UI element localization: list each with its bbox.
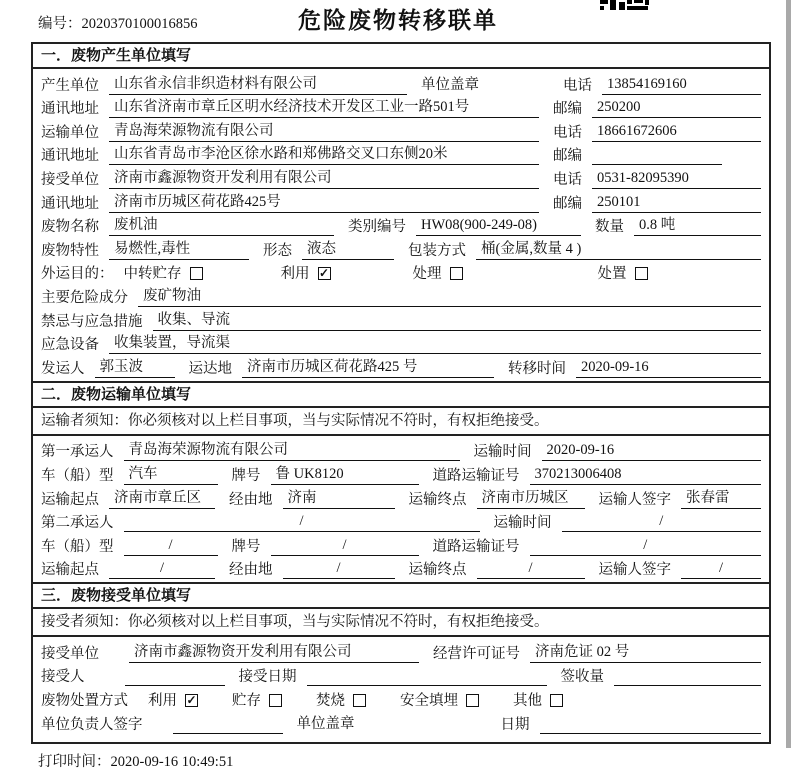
form-section — [33, 381, 769, 583]
checkbox-item — [316, 689, 366, 710]
field-value: 2020-09-16 — [576, 359, 761, 378]
checkbox-label: 安全填埋 — [400, 693, 458, 710]
field-label: 牌号 — [231, 467, 261, 484]
field-value: 250101 — [592, 194, 761, 213]
field-value: / — [124, 537, 218, 556]
checkbox-label: 中转贮存 — [123, 266, 182, 283]
page-edge-shadow — [786, 0, 791, 748]
form-row — [41, 236, 761, 260]
field-label: 主要危险成分 — [41, 289, 128, 306]
field-value: 易燃性,毒性 — [109, 237, 249, 260]
checkbox-label: 处置 — [597, 266, 627, 283]
section-rows — [33, 637, 769, 741]
form-row — [41, 142, 761, 166]
field-label: 签收量 — [560, 669, 604, 686]
field-label: 废物名称 — [41, 219, 99, 236]
field-value: 山东省永信非织造材料有限公司 — [109, 72, 407, 95]
field-label: 第一承运人 — [41, 444, 114, 461]
field-label: 接受日期 — [238, 669, 297, 686]
field-value: / — [283, 560, 395, 579]
field-value: 鲁 UK8120 — [271, 462, 419, 485]
form-row — [41, 165, 761, 189]
field-label: 类别编号 — [348, 219, 406, 236]
field-label: 运输终点 — [408, 562, 467, 579]
field-value: 250200 — [592, 99, 761, 118]
checkbox-item — [124, 262, 203, 283]
form-row — [41, 189, 761, 213]
field-label: 经由地 — [229, 491, 273, 508]
checkbox-item — [598, 262, 648, 283]
field-label: 运输单位 — [41, 124, 99, 141]
field-value: 收集、导流 — [153, 308, 762, 331]
form-row — [41, 509, 761, 533]
field-value: 370213006408 — [530, 466, 762, 485]
checkbox-item — [232, 689, 282, 710]
field-value — [173, 732, 283, 734]
checkbox-unchecked — [269, 694, 282, 707]
field-label: 运输时间 — [473, 444, 532, 461]
field-label: 单位负责人签字 — [41, 716, 143, 733]
field-label: 经营许可证号 — [433, 645, 520, 662]
field-label: 道路运输证号 — [432, 467, 520, 484]
field-value: / — [530, 537, 762, 556]
notice-text: 运输者须知：你必须核对以上栏目事项，当与实际情况不符时，有权拒绝接受。 — [33, 408, 769, 436]
form-row — [41, 354, 761, 378]
field-label: 通讯地址 — [41, 148, 99, 165]
field-label: 电话 — [563, 77, 592, 94]
field-value: / — [477, 560, 585, 579]
static-text: 单位盖章 — [296, 715, 355, 732]
field-value: 液态 — [302, 237, 394, 260]
field-value: 青岛海荣源物流有限公司 — [109, 119, 539, 142]
field-value: 济南市历城区荷花路425号 — [109, 190, 539, 213]
field-label: 车（船）型 — [41, 467, 114, 484]
form-row — [41, 283, 761, 307]
field-label: 应急设备 — [41, 337, 99, 354]
field-label: 电话 — [553, 124, 582, 141]
checkbox-unchecked — [466, 694, 479, 707]
field-value — [540, 732, 762, 734]
section-header: 二．废物运输单位填写 — [33, 381, 769, 408]
form-row — [41, 485, 761, 509]
field-label: 接受人 — [41, 669, 85, 686]
field-label: 运达地 — [188, 360, 232, 377]
field-value: 张春雷 — [681, 486, 761, 509]
form-row — [41, 639, 761, 663]
field-value — [125, 684, 225, 686]
field-value: 2020-09-16 — [542, 442, 762, 461]
checkbox-item — [400, 689, 479, 710]
field-label: 运输时间 — [493, 515, 552, 532]
checkbox-checked — [185, 694, 198, 707]
field-label: 运输人签字 — [598, 562, 671, 579]
serial-label: 编号： — [38, 16, 82, 32]
qr-code-fragment-icon — [600, 0, 652, 10]
field-value — [592, 163, 722, 165]
section-header: 三．废物接受单位填写 — [33, 582, 769, 609]
field-label: 废物特性 — [41, 242, 99, 259]
checkbox-item — [148, 689, 198, 710]
field-value: 废矿物油 — [138, 284, 761, 307]
field-value — [307, 684, 547, 686]
form-row — [41, 532, 761, 556]
form-row — [41, 213, 761, 237]
field-value: 山东省济南市章丘区明水经济技术开发区工业一路501号 — [109, 95, 539, 118]
form-row — [41, 663, 761, 687]
field-label: 废物处置方式 — [41, 693, 128, 710]
field-label: 电话 — [553, 171, 582, 188]
field-label: 接受单位 — [41, 645, 99, 662]
field-value: HW08(900-249-08) — [416, 217, 581, 236]
checkbox-unchecked — [190, 267, 203, 280]
field-label: 通讯地址 — [41, 195, 99, 212]
checkbox-unchecked — [550, 694, 563, 707]
field-value: / — [109, 560, 215, 579]
form-row — [41, 556, 761, 580]
field-value: 青岛海荣源物流有限公司 — [124, 438, 460, 461]
field-value: 济南市鑫源物资开发利用有限公司 — [129, 640, 419, 663]
print-time: 打印时间：2020-09-16 10:49:51 — [38, 754, 234, 768]
field-label: 产生单位 — [41, 77, 99, 94]
check-mark: ✓ — [186, 693, 197, 708]
field-label: 车（船）型 — [41, 538, 114, 555]
checkbox-label: 利用 — [148, 693, 177, 710]
field-label: 第二承运人 — [41, 515, 114, 532]
field-value: 济南 — [283, 486, 395, 509]
form-row — [41, 710, 761, 734]
checkbox-checked — [318, 267, 331, 280]
field-label: 经由地 — [229, 562, 273, 579]
field-label: 日期 — [500, 716, 530, 733]
static-text: 单位盖章 — [421, 76, 479, 93]
section-rows — [33, 69, 769, 381]
field-value: 济南市鑫源物资开发利用有限公司 — [109, 166, 539, 189]
field-label: 外运目的： — [41, 266, 114, 283]
field-value: 桶(金属,数量 4 ) — [476, 237, 761, 260]
transfer-form — [31, 42, 771, 744]
field-value: / — [562, 513, 762, 532]
field-label: 禁忌与应急措施 — [41, 313, 143, 330]
field-label: 运输人签字 — [598, 491, 671, 508]
form-section — [33, 44, 769, 381]
field-value: 废机油 — [109, 213, 334, 236]
field-label: 数量 — [595, 219, 624, 236]
checkbox-item — [413, 262, 463, 283]
field-value: 0531-82095390 — [592, 170, 761, 189]
field-value: / — [124, 513, 480, 532]
field-label: 转移时间 — [508, 360, 566, 377]
field-label: 运输终点 — [408, 491, 467, 508]
field-label: 形态 — [263, 242, 292, 259]
checkbox-label: 焚烧 — [316, 693, 345, 710]
field-label: 接受单位 — [41, 171, 99, 188]
field-label: 邮编 — [553, 148, 582, 165]
field-value: 济南市历城区荷花路425 号 — [242, 355, 494, 378]
form-row — [41, 118, 761, 142]
field-label: 邮编 — [553, 101, 582, 118]
field-value: 13854169160 — [602, 76, 761, 95]
form-row — [41, 260, 761, 284]
field-label: 运输起点 — [41, 491, 99, 508]
section-rows — [33, 436, 769, 583]
form-row — [41, 438, 761, 462]
form-row — [41, 71, 761, 95]
field-value: / — [271, 537, 419, 556]
checkbox-item — [281, 262, 331, 283]
field-label: 牌号 — [231, 538, 261, 555]
checkbox-unchecked — [635, 267, 648, 280]
field-value: 郭玉波 — [95, 355, 175, 378]
field-label: 邮编 — [553, 195, 582, 212]
serial-number: 2020370100016856 — [81, 16, 198, 32]
checkbox-label: 利用 — [280, 266, 310, 283]
field-value: 收集装置，导流渠 — [109, 331, 761, 354]
field-value: 18661672606 — [592, 123, 761, 142]
checkbox-label: 其他 — [513, 693, 542, 710]
form-row — [41, 461, 761, 485]
notice-text: 接受者须知：你必须核对以上栏目事项，当与实际情况不符时，有权拒绝接受。 — [33, 609, 769, 637]
checkbox-unchecked — [450, 267, 463, 280]
field-value: 山东省青岛市李沧区徐水路和郑佛路交叉口东侧20米 — [109, 142, 539, 165]
field-value: 汽车 — [124, 462, 218, 485]
form-row — [41, 331, 761, 355]
field-value: / — [681, 560, 761, 579]
checkbox-label: 处理 — [412, 266, 442, 283]
checkbox-label: 贮存 — [232, 693, 261, 710]
field-label: 包装方式 — [408, 242, 466, 259]
field-value: 0.8 吨 — [634, 213, 761, 236]
field-label: 通讯地址 — [41, 101, 99, 118]
field-label: 运输起点 — [41, 562, 99, 579]
form-row — [41, 95, 761, 119]
page-title: 危险废物转移联单 — [298, 8, 498, 33]
section-header: 一．废物产生单位填写 — [33, 44, 769, 69]
field-label: 道路运输证号 — [432, 538, 520, 555]
form-row — [41, 307, 761, 331]
field-value: 济南市章丘区 — [109, 486, 215, 509]
field-label: 发运人 — [41, 360, 85, 377]
check-mark: ✓ — [318, 266, 330, 281]
form-section — [33, 582, 769, 741]
field-value: 济南危证 02 号 — [530, 640, 761, 663]
form-row — [41, 686, 761, 710]
checkbox-item — [513, 689, 563, 710]
field-value: 济南市历城区 — [477, 486, 585, 509]
checkbox-unchecked — [353, 694, 366, 707]
field-value — [614, 684, 761, 686]
